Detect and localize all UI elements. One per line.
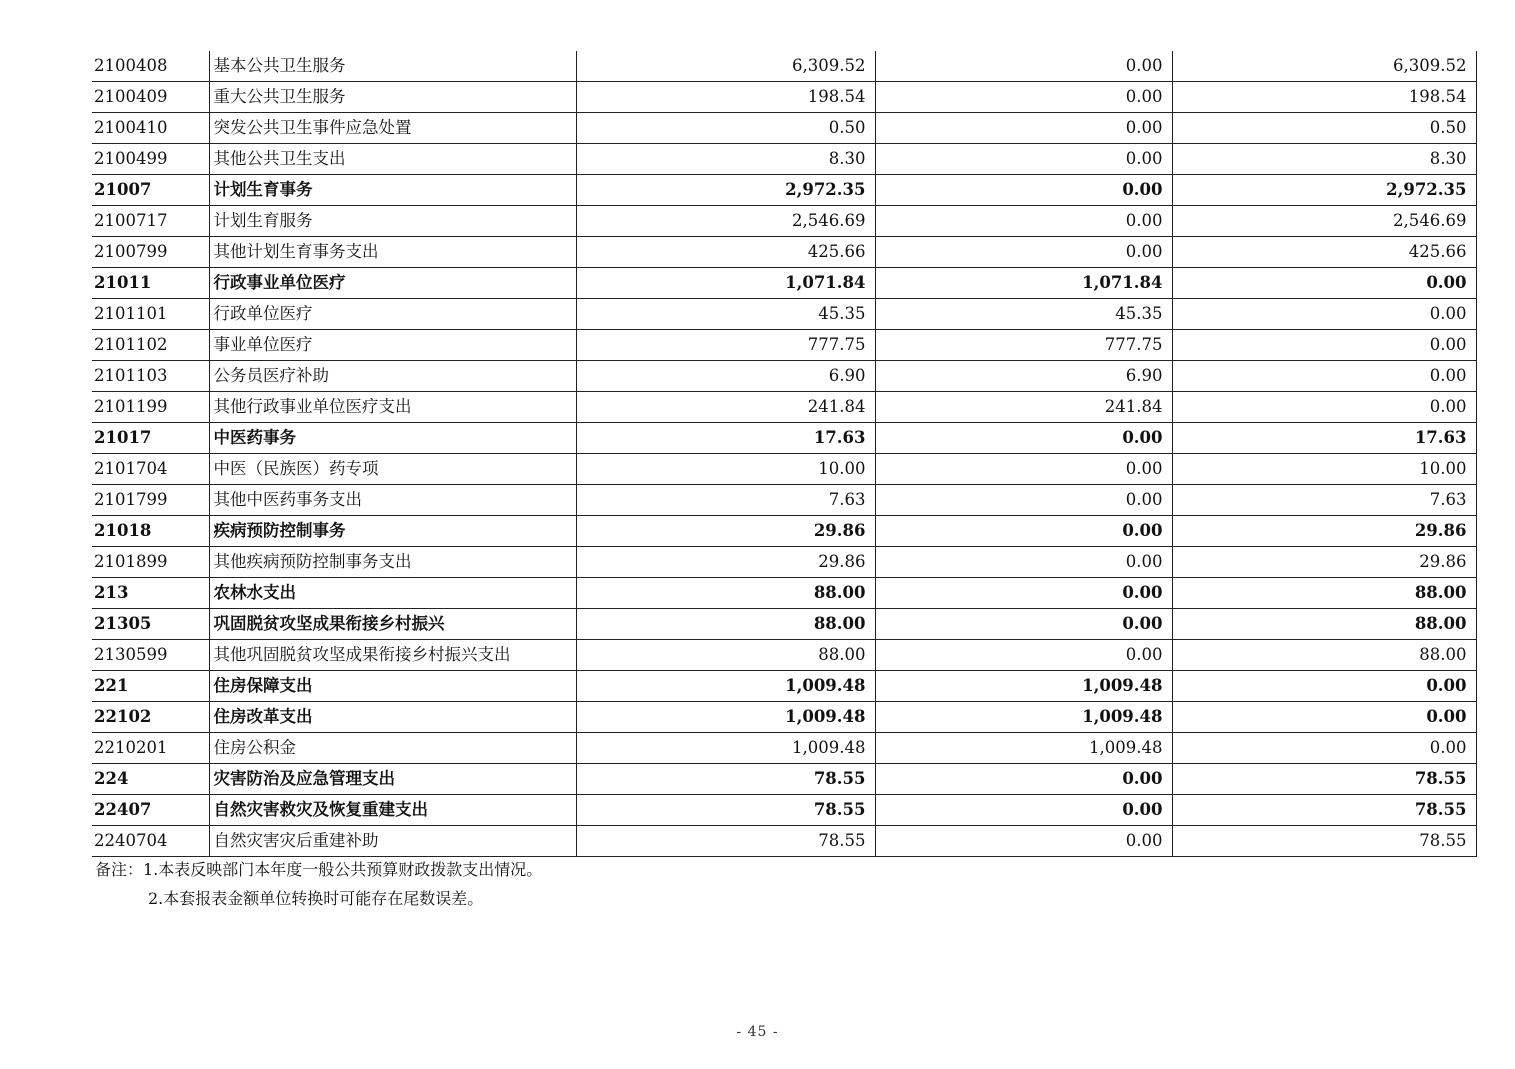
subject-name-cell: 其他巩固脱贫攻坚成果衔接乡村振兴支出	[209, 640, 576, 671]
basic-expenditure-cell: 241.84	[875, 392, 1172, 423]
basic-expenditure-cell: 0.00	[875, 826, 1172, 857]
basic-expenditure-cell: 0.00	[875, 485, 1172, 516]
basic-expenditure-cell: 0.00	[875, 51, 1172, 82]
subject-code-cell: 2101799	[92, 485, 209, 516]
total-amount-cell: 88.00	[576, 609, 875, 640]
subject-code-cell: 2240704	[92, 826, 209, 857]
subject-code-cell: 224	[92, 764, 209, 795]
project-expenditure-cell: 17.63	[1172, 423, 1476, 454]
table-row	[92, 764, 1476, 795]
page-number: - 45 -	[736, 1024, 779, 1040]
basic-expenditure-cell: 1,071.84	[875, 268, 1172, 299]
project-expenditure-cell: 6,309.52	[1172, 51, 1476, 82]
subject-code-cell: 2101899	[92, 547, 209, 578]
subject-code-cell: 22102	[92, 702, 209, 733]
total-amount-cell: 7.63	[576, 485, 875, 516]
subject-code-cell: 2100799	[92, 237, 209, 268]
table-row	[92, 299, 1476, 330]
table-row	[92, 733, 1476, 764]
project-expenditure-cell: 10.00	[1172, 454, 1476, 485]
basic-expenditure-cell: 6.90	[875, 361, 1172, 392]
table-row	[92, 423, 1476, 454]
basic-expenditure-cell: 45.35	[875, 299, 1172, 330]
table-row	[92, 113, 1476, 144]
subject-code-cell: 2101103	[92, 361, 209, 392]
project-expenditure-cell: 7.63	[1172, 485, 1476, 516]
subject-code-cell: 22407	[92, 795, 209, 826]
basic-expenditure-cell: 0.00	[875, 547, 1172, 578]
table-row	[92, 51, 1476, 82]
total-amount-cell: 6,309.52	[576, 51, 875, 82]
subject-name-cell: 中医药事务	[209, 423, 576, 454]
project-expenditure-cell: 78.55	[1172, 764, 1476, 795]
subject-name-cell: 灾害防治及应急管理支出	[209, 764, 576, 795]
basic-expenditure-cell: 0.00	[875, 144, 1172, 175]
total-amount-cell: 1,009.48	[576, 671, 875, 702]
basic-expenditure-cell: 0.00	[875, 578, 1172, 609]
table-row	[92, 826, 1476, 857]
project-expenditure-cell: 78.55	[1172, 826, 1476, 857]
subject-code-cell: 2100499	[92, 144, 209, 175]
subject-code-cell: 2210201	[92, 733, 209, 764]
subject-code-cell: 2100717	[92, 206, 209, 237]
project-expenditure-cell: 425.66	[1172, 237, 1476, 268]
subject-name-cell: 事业单位医疗	[209, 330, 576, 361]
basic-expenditure-cell: 0.00	[875, 206, 1172, 237]
basic-expenditure-cell: 1,009.48	[875, 702, 1172, 733]
total-amount-cell: 17.63	[576, 423, 875, 454]
basic-expenditure-cell: 0.00	[875, 113, 1172, 144]
subject-name-cell: 住房改革支出	[209, 702, 576, 733]
subject-code-cell: 21018	[92, 516, 209, 547]
subject-code-cell: 213	[92, 578, 209, 609]
total-amount-cell: 2,972.35	[576, 175, 875, 206]
total-amount-cell: 10.00	[576, 454, 875, 485]
basic-expenditure-cell: 0.00	[875, 237, 1172, 268]
table-body	[92, 51, 1476, 857]
subject-name-cell: 行政单位医疗	[209, 299, 576, 330]
subject-code-cell: 2130599	[92, 640, 209, 671]
basic-expenditure-cell: 0.00	[875, 609, 1172, 640]
total-amount-cell: 78.55	[576, 795, 875, 826]
table-row	[92, 547, 1476, 578]
subject-name-cell: 巩固脱贫攻坚成果衔接乡村振兴	[209, 609, 576, 640]
subject-name-cell: 自然灾害救灾及恢复重建支出	[209, 795, 576, 826]
subject-code-cell: 221	[92, 671, 209, 702]
subject-code-cell: 2100409	[92, 82, 209, 113]
basic-expenditure-cell: 0.00	[875, 516, 1172, 547]
total-amount-cell: 241.84	[576, 392, 875, 423]
subject-name-cell: 计划生育服务	[209, 206, 576, 237]
subject-code-cell: 2101704	[92, 454, 209, 485]
table-row	[92, 82, 1476, 113]
project-expenditure-cell: 8.30	[1172, 144, 1476, 175]
subject-name-cell: 其他公共卫生支出	[209, 144, 576, 175]
total-amount-cell: 1,071.84	[576, 268, 875, 299]
project-expenditure-cell: 0.00	[1172, 671, 1476, 702]
subject-name-cell: 其他中医药事务支出	[209, 485, 576, 516]
subject-name-cell: 农林水支出	[209, 578, 576, 609]
subject-code-cell: 21011	[92, 268, 209, 299]
basic-expenditure-cell: 0.00	[875, 454, 1172, 485]
subject-name-cell: 公务员医疗补助	[209, 361, 576, 392]
basic-expenditure-cell: 777.75	[875, 330, 1172, 361]
project-expenditure-cell: 29.86	[1172, 516, 1476, 547]
table-row	[92, 640, 1476, 671]
total-amount-cell: 1,009.48	[576, 733, 875, 764]
subject-name-cell: 中医（民族医）药专项	[209, 454, 576, 485]
subject-code-cell: 21007	[92, 175, 209, 206]
subject-name-cell: 其他行政事业单位医疗支出	[209, 392, 576, 423]
basic-expenditure-cell: 0.00	[875, 764, 1172, 795]
subject-name-cell: 自然灾害灾后重建补助	[209, 826, 576, 857]
project-expenditure-cell: 198.54	[1172, 82, 1476, 113]
table-row	[92, 175, 1476, 206]
total-amount-cell: 8.30	[576, 144, 875, 175]
table-row	[92, 361, 1476, 392]
table-row	[92, 330, 1476, 361]
total-amount-cell: 45.35	[576, 299, 875, 330]
total-amount-cell: 0.50	[576, 113, 875, 144]
project-expenditure-cell: 0.00	[1172, 299, 1476, 330]
table-row	[92, 144, 1476, 175]
table-row	[92, 392, 1476, 423]
basic-expenditure-cell: 0.00	[875, 640, 1172, 671]
project-expenditure-cell: 2,972.35	[1172, 175, 1476, 206]
table-row	[92, 702, 1476, 733]
table-row	[92, 206, 1476, 237]
subject-name-cell: 其他疾病预防控制事务支出	[209, 547, 576, 578]
table-row	[92, 609, 1476, 640]
project-expenditure-cell: 0.00	[1172, 733, 1476, 764]
project-expenditure-cell: 0.00	[1172, 702, 1476, 733]
subject-code-cell: 21305	[92, 609, 209, 640]
budget-expenditure-table	[92, 51, 1477, 857]
subject-code-cell: 21017	[92, 423, 209, 454]
project-expenditure-cell: 0.50	[1172, 113, 1476, 144]
total-amount-cell: 88.00	[576, 640, 875, 671]
subject-name-cell: 住房公积金	[209, 733, 576, 764]
subject-code-cell: 2100408	[92, 51, 209, 82]
project-expenditure-cell: 0.00	[1172, 361, 1476, 392]
table-row	[92, 795, 1476, 826]
project-expenditure-cell: 88.00	[1172, 578, 1476, 609]
subject-code-cell: 2101102	[92, 330, 209, 361]
table-row	[92, 578, 1476, 609]
remark-line-1: 备注：1.本表反映部门本年度一般公共预算财政拨款支出情况。	[95, 860, 543, 879]
subject-name-cell: 突发公共卫生事件应急处置	[209, 113, 576, 144]
basic-expenditure-cell: 1,009.48	[875, 733, 1172, 764]
project-expenditure-cell: 2,546.69	[1172, 206, 1476, 237]
subject-name-cell: 计划生育事务	[209, 175, 576, 206]
total-amount-cell: 78.55	[576, 826, 875, 857]
project-expenditure-cell: 0.00	[1172, 392, 1476, 423]
project-expenditure-cell: 29.86	[1172, 547, 1476, 578]
project-expenditure-cell: 88.00	[1172, 609, 1476, 640]
total-amount-cell: 78.55	[576, 764, 875, 795]
subject-name-cell: 住房保障支出	[209, 671, 576, 702]
basic-expenditure-cell: 1,009.48	[875, 671, 1172, 702]
total-amount-cell: 425.66	[576, 237, 875, 268]
basic-expenditure-cell: 0.00	[875, 795, 1172, 826]
project-expenditure-cell: 0.00	[1172, 330, 1476, 361]
project-expenditure-cell: 78.55	[1172, 795, 1476, 826]
project-expenditure-cell: 0.00	[1172, 268, 1476, 299]
table-row	[92, 516, 1476, 547]
total-amount-cell: 6.90	[576, 361, 875, 392]
table-row	[92, 268, 1476, 299]
table-row	[92, 237, 1476, 268]
basic-expenditure-cell: 0.00	[875, 82, 1172, 113]
total-amount-cell: 198.54	[576, 82, 875, 113]
subject-code-cell: 2101101	[92, 299, 209, 330]
subject-name-cell: 疾病预防控制事务	[209, 516, 576, 547]
total-amount-cell: 777.75	[576, 330, 875, 361]
project-expenditure-cell: 88.00	[1172, 640, 1476, 671]
table-row	[92, 485, 1476, 516]
subject-name-cell: 重大公共卫生服务	[209, 82, 576, 113]
total-amount-cell: 29.86	[576, 547, 875, 578]
total-amount-cell: 2,546.69	[576, 206, 875, 237]
subject-name-cell: 基本公共卫生服务	[209, 51, 576, 82]
total-amount-cell: 29.86	[576, 516, 875, 547]
basic-expenditure-cell: 0.00	[875, 423, 1172, 454]
subject-name-cell: 行政事业单位医疗	[209, 268, 576, 299]
subject-code-cell: 2101199	[92, 392, 209, 423]
remark-line-2: 2.本套报表金额单位转换时可能存在尾数误差。	[148, 889, 484, 908]
table-row	[92, 454, 1476, 485]
basic-expenditure-cell: 0.00	[875, 175, 1172, 206]
subject-name-cell: 其他计划生育事务支出	[209, 237, 576, 268]
total-amount-cell: 88.00	[576, 578, 875, 609]
subject-code-cell: 2100410	[92, 113, 209, 144]
table-row	[92, 671, 1476, 702]
total-amount-cell: 1,009.48	[576, 702, 875, 733]
